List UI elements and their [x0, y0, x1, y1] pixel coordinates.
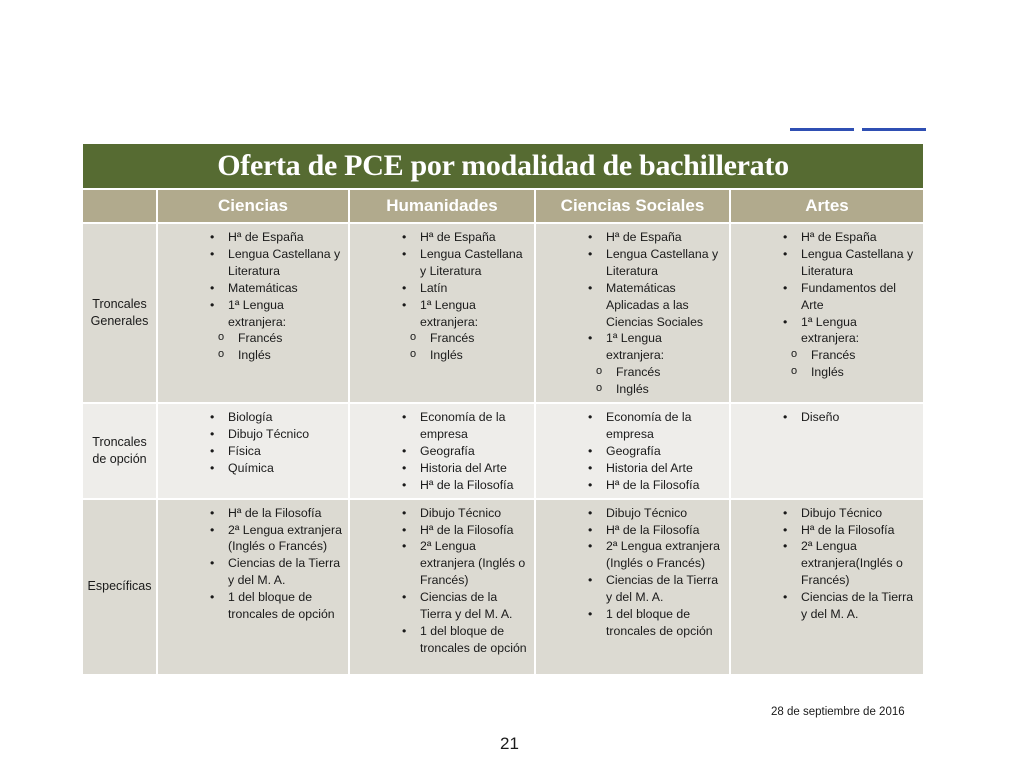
cell-humanidades-troncales-opcion	[349, 403, 535, 499]
list-item: • 2ª Lengua extranjera (Inglés o Francés)	[540, 538, 723, 572]
modalidad-table	[81, 142, 925, 676]
row-label-especificas	[82, 499, 157, 675]
list-item: • 2ª Lengua extranjera(Inglés o Francés)	[735, 538, 917, 589]
list-item: • Biología	[162, 409, 342, 426]
table-title: Oferta de PCE por modalidad de bachillerato	[82, 143, 924, 189]
sub-list-item: o Inglés	[540, 381, 723, 398]
list-item: • 2ª Lengua extranjera (Inglés o Francés)	[162, 522, 342, 556]
list-item: • Hª de la Filosofía	[162, 505, 342, 522]
cell-humanidades-troncales-generales	[349, 223, 535, 403]
list-item: • Historia del Arte	[354, 460, 528, 477]
list-item: • Diseño	[735, 409, 917, 426]
list-item: • Hª de la Filosofía	[540, 522, 723, 539]
list-item: • Lengua Castellana y Literatura	[735, 246, 917, 280]
table-row-troncales-generales	[82, 223, 924, 403]
cell-ciencias-sociales-troncales-opcion	[535, 403, 730, 499]
list-item: • 1ª Lengua extranjera:	[354, 297, 528, 331]
list-item: • Matemáticas Aplicadas a las Ciencias Sociales	[540, 280, 723, 331]
table-row-troncales-opcion	[82, 403, 924, 499]
list-item: • Geografía	[354, 443, 528, 460]
sub-list-item: o Inglés	[354, 347, 528, 364]
row-label-line: Troncales	[92, 297, 147, 312]
list-item: • Química	[162, 460, 342, 477]
sub-list-item: o Inglés	[162, 347, 342, 364]
list-item: • Dibujo Técnico	[735, 505, 917, 522]
table-row-especificas	[82, 499, 924, 675]
decoration-line	[862, 128, 926, 131]
list-item: • Hª de España	[540, 229, 723, 246]
list-item: • Hª de la Filosofía	[540, 477, 723, 494]
row-label-line: Específicas	[87, 579, 152, 594]
list-item: • Economía de la empresa	[540, 409, 723, 443]
list-item: • Dibujo Técnico	[162, 426, 342, 443]
column-header-ciencias-sociales: Ciencias Sociales	[535, 189, 730, 223]
column-header-artes: Artes	[730, 189, 924, 223]
list-item: • Ciencias de la Tierra y del M. A.	[540, 572, 723, 606]
cell-ciencias-sociales-especificas	[535, 499, 730, 675]
sub-list-item: o Inglés	[735, 364, 917, 381]
cell-ciencias-especificas	[157, 499, 349, 675]
sub-list-item: o Francés	[540, 364, 723, 381]
cell-ciencias-troncales-opcion	[157, 403, 349, 499]
row-label-troncales-opcion	[82, 403, 157, 499]
list-item: • Matemáticas	[162, 280, 342, 297]
list-item: • Geografía	[540, 443, 723, 460]
list-item: • Hª de la Filosofía	[735, 522, 917, 539]
cell-artes-troncales-generales	[730, 223, 924, 403]
header-decoration	[790, 128, 926, 131]
list-item: • 1 del bloque de troncales de opción	[354, 623, 528, 657]
list-item: • Latín	[354, 280, 528, 297]
list-item: • Ciencias de la Tierra y del M. A.	[162, 555, 342, 589]
sub-list-item: o Francés	[162, 330, 342, 347]
list-item: • Física	[162, 443, 342, 460]
cell-ciencias-sociales-troncales-generales	[535, 223, 730, 403]
cell-artes-troncales-opcion	[730, 403, 924, 499]
list-item: • 1ª Lengua extranjera:	[540, 330, 723, 364]
list-item: • 1ª Lengua extranjera:	[735, 314, 917, 348]
list-item: • Dibujo Técnico	[354, 505, 528, 522]
list-item: • Lengua Castellana y Literatura	[540, 246, 723, 280]
column-header-ciencias: Ciencias	[157, 189, 349, 223]
row-label-line: de opción	[92, 451, 147, 466]
row-label-line: Generales	[90, 314, 149, 329]
list-item: • Dibujo Técnico	[540, 505, 723, 522]
list-item: • 1 del bloque de troncales de opción	[540, 606, 723, 640]
date-label: 28 de septiembre de 2016	[771, 706, 905, 718]
page-number: 21	[500, 734, 519, 753]
list-item: • Lengua Castellana y Literatura	[162, 246, 342, 280]
list-item: • Ciencias de la Tierra y del M. A.	[354, 589, 528, 623]
decoration-line	[790, 128, 854, 131]
list-item: • Ciencias de la Tierra y del M. A.	[735, 589, 917, 623]
list-item: • Hª de la Filosofía	[354, 477, 528, 494]
sub-list-item: o Francés	[354, 330, 528, 347]
row-label-troncales-generales	[82, 223, 157, 403]
list-item: • Hª de la Filosofía	[354, 522, 528, 539]
row-label-line: Troncales	[92, 434, 147, 449]
list-item: • Historia del Arte	[540, 460, 723, 477]
list-item: • 2ª Lengua extranjera (Inglés o Francés)	[354, 538, 528, 589]
list-item: • Lengua Castellana y Literatura	[354, 246, 528, 280]
sub-list-item: o Francés	[735, 347, 917, 364]
column-header-humanidades: Humanidades	[349, 189, 535, 223]
list-item: • Hª de España	[735, 229, 917, 246]
list-item: • Hª de España	[354, 229, 528, 246]
header-blank	[82, 189, 157, 223]
cell-ciencias-troncales-generales	[157, 223, 349, 403]
list-item: • 1ª Lengua extranjera:	[162, 297, 342, 331]
list-item: • Economía de la empresa	[354, 409, 528, 443]
cell-humanidades-especificas	[349, 499, 535, 675]
list-item: • Fundamentos del Arte	[735, 280, 917, 314]
cell-artes-especificas	[730, 499, 924, 675]
list-item: • 1 del bloque de troncales de opción	[162, 589, 342, 623]
list-item: • Hª de España	[162, 229, 342, 246]
